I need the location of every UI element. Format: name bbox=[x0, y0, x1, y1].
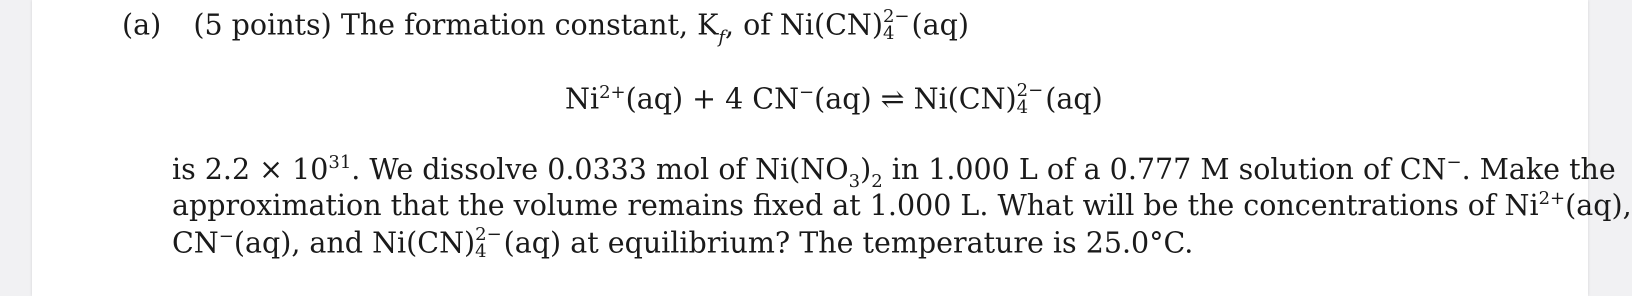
product-aq: (aq) bbox=[1045, 82, 1103, 116]
cn-charge: − bbox=[1446, 152, 1462, 173]
equilibrium-arrow: ⇌ bbox=[880, 82, 905, 116]
body-line-3 bbox=[172, 224, 1194, 263]
equation-mid: (aq) + 4 CN bbox=[625, 82, 800, 116]
body-text: in 1.000 L of a 0.777 M solution of CN bbox=[882, 153, 1447, 186]
kf-value: is 2.2 × 10 bbox=[172, 153, 329, 186]
body-text: (aq), bbox=[1565, 189, 1632, 222]
complex-count: 4 bbox=[882, 23, 895, 45]
question-intro: The formation constant, K bbox=[340, 8, 719, 42]
equation-ni: Ni bbox=[565, 82, 600, 116]
k-subscript: f bbox=[718, 26, 726, 48]
complex-count: 4 bbox=[475, 241, 487, 263]
body-line-2 bbox=[172, 188, 1632, 222]
question-intro-of: , of Ni(CN) bbox=[725, 8, 883, 42]
nitrate-count: 2 bbox=[871, 171, 883, 192]
equation-ni-charge: 2+ bbox=[599, 81, 626, 103]
cn-charge: − bbox=[218, 225, 234, 247]
kf-exponent: 31 bbox=[328, 152, 352, 173]
body-text: . We dissolve 0.0333 mol of Ni(NO bbox=[351, 153, 849, 186]
body-text: (aq) at equilibrium? The temperature is 25.0°C. bbox=[503, 226, 1194, 260]
body-line-1 bbox=[172, 152, 1616, 192]
body-text: ) bbox=[860, 153, 872, 186]
question-header bbox=[122, 6, 969, 48]
product-charge-stack bbox=[1016, 80, 1044, 119]
equation-product: Ni(CN) bbox=[913, 82, 1017, 116]
complex-charge: 2− bbox=[882, 6, 910, 27]
complex-charge: 2− bbox=[475, 224, 502, 245]
body-text: . Make the bbox=[1461, 153, 1616, 186]
equation-cn-aq: (aq) bbox=[814, 82, 872, 116]
equilibrium-equation bbox=[565, 80, 1103, 119]
nitrate-subscript: 3 bbox=[848, 171, 861, 192]
equation-cn-charge: − bbox=[799, 81, 815, 103]
product-count: 4 bbox=[1016, 97, 1029, 119]
document-page bbox=[32, 0, 1632, 296]
body-text: approximation that the volume remains fixed at 1.000 L. What will be the concentrations of Ni bbox=[172, 189, 1539, 222]
question-points: (5 points) bbox=[193, 8, 332, 42]
product-charge: 2− bbox=[1016, 80, 1044, 101]
body-text: CN bbox=[172, 226, 219, 260]
ni-charge: 2+ bbox=[1538, 188, 1566, 209]
question-aq: (aq) bbox=[911, 8, 969, 42]
body-text: (aq), and Ni(CN) bbox=[233, 226, 476, 260]
question-label: (a) bbox=[122, 8, 162, 42]
complex-charge-stack bbox=[882, 6, 910, 45]
complex-charge-stack bbox=[475, 224, 502, 263]
